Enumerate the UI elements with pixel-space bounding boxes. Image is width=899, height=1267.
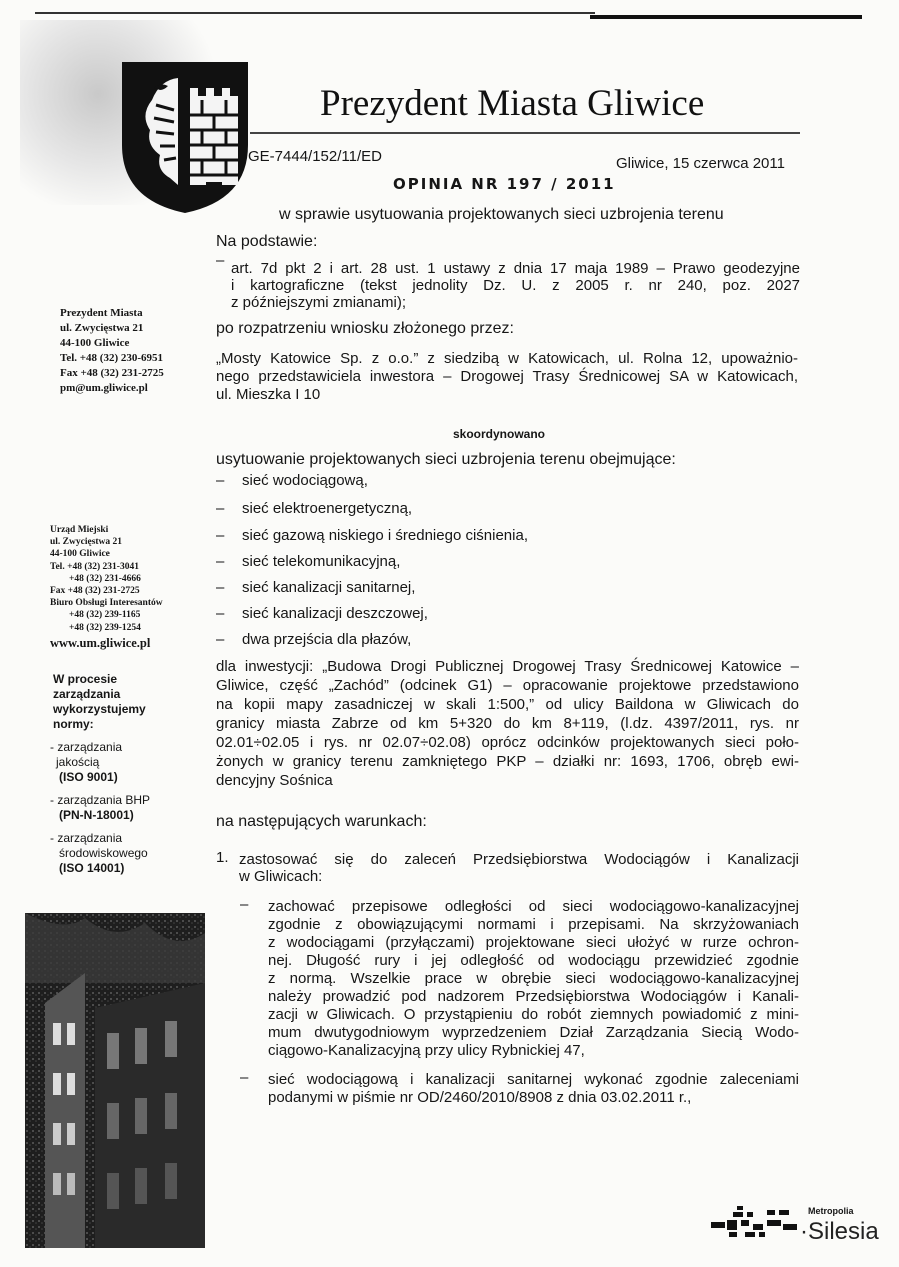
sidebar-line: +48 (32) 231-4666 (69, 573, 141, 584)
sidebar-line: ul. Zwycięstwa 21 (50, 537, 123, 548)
condition-text-line: zachować przepisowe odległości od sieci wodociągowo-kanalizacyjnej (268, 898, 799, 915)
condition-text-line: zacji w Gliwicach. O przystąpieniu do robót ziemnych powiadomić z mini- (268, 1006, 799, 1023)
sidebar-website: www.um.gliwice.pl (50, 635, 151, 650)
norm-item: - zarządzania BHP (PN-N-18001) (50, 793, 151, 822)
sidebar-email: pm@um.gliwice.pl (60, 382, 148, 394)
bullet-dash: – (240, 1069, 249, 1086)
reference-number: GE-7444/152/11/ED (248, 148, 382, 165)
opinion-subject: w sprawie usytuowania projektowanych sieci uzbrojenia terenu (279, 206, 724, 223)
bullet-dash: – (216, 631, 225, 648)
investment-line: dencyjny Sośnica (216, 772, 333, 789)
condition-text-line: mum dwutygodniowym wyprzedzeniem Dział Zarządzania Siecią Wodo- (268, 1024, 799, 1041)
applicant-line: „Mosty Katowice Sp. z o.o.” z siedzibą w Katowicach, ul. Rolna 12, upoważnio- (216, 350, 798, 367)
page-title: Prezydent Miasta Gliwice (320, 83, 705, 124)
logo-text-big: ·Silesia (800, 1218, 879, 1245)
condition-text-line: zgodnie z obowiązującymi normami i przepisami. Na skrzyżowaniach (268, 916, 799, 933)
norm-item: - zarządzania środowiskowego (ISO 14001) (50, 831, 148, 875)
network-item: dwa przejścia dla płazów, (242, 631, 412, 648)
investment-line: na kopii mapy zasadniczej w skali 1:500,” od ulicy Baildona w Gliwicach do (216, 696, 799, 713)
sidebar-line: Biuro Obsługi Interesantów (50, 598, 163, 609)
scan-edge-line (35, 12, 595, 14)
sidebar-line: Urząd Miejski (50, 525, 109, 535)
sidebar-line: Tel. +48 (32) 231-3041 (50, 561, 139, 572)
sidebar-office-contact (60, 306, 164, 396)
coordinated-heading: skoordynowano (453, 427, 546, 441)
condition-text-line: ciągowo-Kanalizacyjną przy ulicy Rybnickiej 47, (268, 1042, 585, 1059)
conditions-intro: na następujących warunkach: (216, 813, 427, 830)
basis-line: i kartograficzne (tekst jednolity Dz. U. z 2005 r. nr 240, poz. 2027 (231, 277, 800, 294)
condition-text-line: podanymi w piśmie nr OD/2460/2010/8908 z dnia 03.02.2011 r., (268, 1089, 692, 1106)
network-item: sieć wodociągową, (242, 472, 368, 489)
norm-item: - zarządzania jakością (ISO 9001) (50, 740, 123, 784)
condition-text-line: z normą. Wszelkie prace w obrębie sieci wodociągowo-kanalizacyjnej (268, 970, 799, 987)
basis-intro: Na podstawie: (216, 233, 318, 250)
sidebar-line: 44-100 Gliwice (50, 549, 110, 560)
condition-text-line: należy prowadzić pod nadzorem Przedsiębiorstwa Wodociągów i Kanali- (268, 988, 799, 1005)
investment-line: 02.01÷02.05 i rys. nr 02.07÷02.08) oprócz odcinków projektowanych sieci poło- (216, 734, 799, 751)
scope-intro: usytuowanie projektowanych sieci uzbrojenia terenu obejmujące: (216, 451, 676, 468)
bullet-dash: – (240, 896, 249, 913)
applicant-line: nego przedstawiciela inwestora – Drogowej Trasy Średnicowej SA w Katowicach, (216, 368, 798, 385)
city-hall-photo (25, 913, 205, 1248)
gliwice-coat-of-arms (120, 60, 250, 215)
bullet-dash: – (216, 252, 225, 269)
bullet-dash: – (216, 605, 225, 622)
logo-text-small: Metropolia (808, 1206, 854, 1216)
sidebar-line: ul. Zwycięstwa 21 (60, 322, 144, 334)
investment-line: żonych w granicy terenu zamkniętego PKP – działki nr: 1693, 1706, obręb ewi- (216, 753, 799, 770)
sidebar-line: Tel. +48 (32) 230-6951 (60, 352, 164, 364)
network-item: sieć telekomunikacyjną, (242, 553, 401, 570)
investment-line: granicy miasta Zabrze od km 5+320 do km 8+119, (l.dz. 4397/2011, rys. nr (216, 715, 799, 732)
sidebar-line: 44-100 Gliwice (60, 337, 130, 349)
title-rule (250, 132, 800, 134)
condition-title: w Gliwicach: (239, 868, 323, 885)
condition-text-line: z wodociągami (przyłączami) projektowane sieci ułożyć w rurze ochron- (268, 934, 799, 951)
sidebar-city-hall-contact (50, 524, 163, 652)
network-item: sieć gazową niskiego i średniego ciśnienia, (242, 527, 528, 544)
bullet-dash: – (216, 500, 225, 517)
sidebar-line: +48 (32) 239-1254 (69, 622, 141, 633)
scan-edge-line-right (590, 15, 862, 19)
investment-line: dla inwestycji: „Budowa Drogi Publicznej Drogowej Trasy Średnicowej Katowice – (216, 658, 799, 675)
network-item: sieć kanalizacji deszczowej, (242, 605, 428, 622)
sidebar-line: Fax +48 (32) 231-2725 (60, 367, 164, 379)
basis-line: z późniejszymi zmianami); (231, 294, 407, 311)
condition-text-line: nej. Długość rury i jej odległość od wodociągu przewidzieć zgodnie (268, 952, 799, 969)
bullet-dash: – (216, 527, 225, 544)
bullet-dash: – (216, 553, 225, 570)
place-date: Gliwice, 15 czerwca 2011 (616, 155, 785, 172)
basis-line: art. 7d pkt 2 i art. 28 ust. 1 ustawy z dnia 17 maja 1989 – Prawo geodezyjne (231, 260, 800, 277)
condition-text-line: sieć wodociągową i kanalizacji sanitarnej wykonać zgodnie zaleceniami (268, 1071, 799, 1088)
norms-header: W procesie zarządzania wykorzystujemy normy: (53, 672, 146, 731)
sidebar-line: Fax +48 (32) 231-2725 (50, 586, 140, 597)
condition-number: 1. (216, 849, 229, 866)
condition-title: zastosować się do zaleceń Przedsiębiorstwa Wodociągów i Kanalizacji (239, 851, 799, 868)
bullet-dash: – (216, 579, 225, 596)
network-item: sieć elektroenergetyczną, (242, 500, 413, 517)
sidebar-norms (50, 672, 150, 876)
applicant-line: ul. Mieszka I 10 (216, 386, 321, 403)
opinion-number: OPINIA NR 197 / 2011 (393, 175, 616, 193)
bullet-dash: – (216, 472, 225, 489)
request-intro: po rozpatrzeniu wniosku złożonego przez: (216, 320, 514, 337)
network-item: sieć kanalizacji sanitarnej, (242, 579, 416, 596)
investment-line: Gliwice, część „Zachód” (odcinek G1) – opracowanie projektowe przedstawiono (216, 677, 799, 694)
sidebar-line: Prezydent Miasta (60, 307, 143, 319)
sidebar-line: +48 (32) 239-1165 (69, 610, 141, 621)
